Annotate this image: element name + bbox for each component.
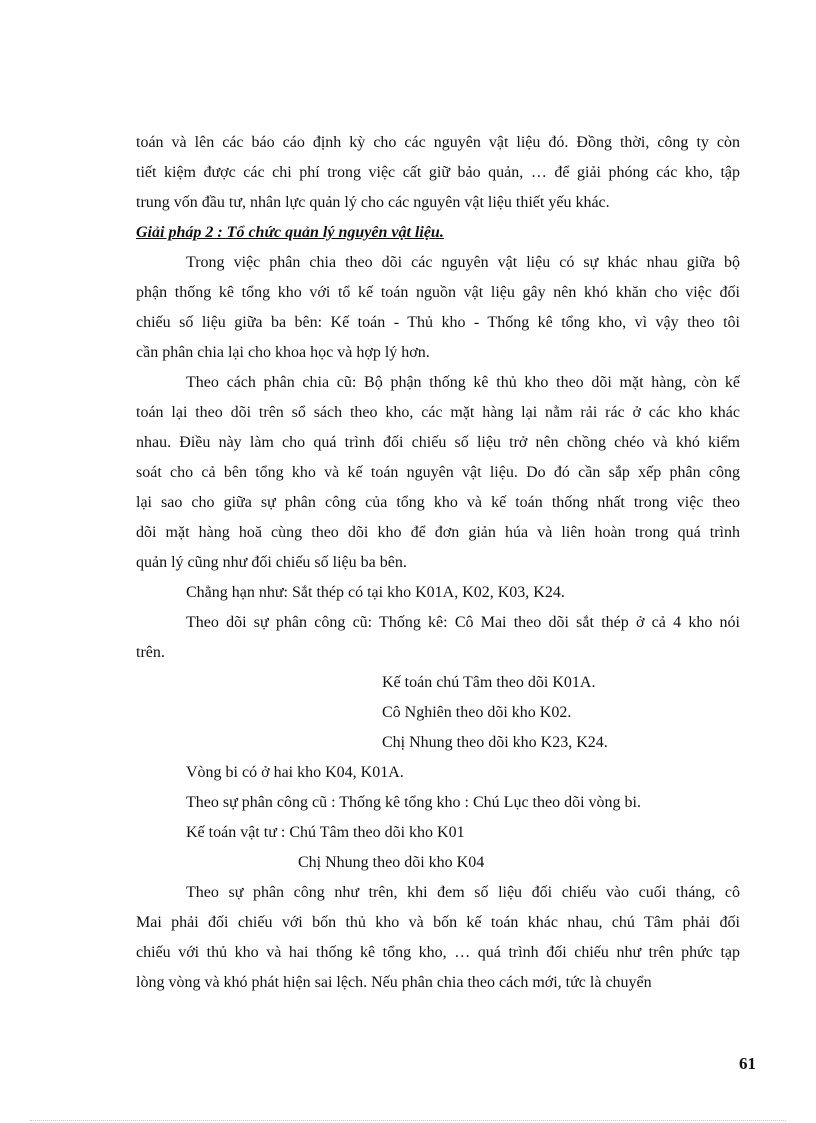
paragraph-line: soát cho cả bên tổng kho và kế toán nguyên vật liệu. Do đó cần sắp xếp phân công <box>136 464 740 481</box>
paragraph-line: toán lại theo dõi trên sổ sách theo kho, các mặt hàng lại nằm rải rác ở các kho khác <box>136 404 740 421</box>
paragraph-line: dõi mặt hàng hoă cùng theo dõi kho để đơn giản húa và liên hoàn trong quá trình <box>136 524 740 541</box>
page-bottom-rule <box>30 1120 786 1121</box>
paragraph-line: lại sao cho giữa sự phân công của tổng kho và kế toán thống nhất trong việc theo <box>136 494 740 511</box>
section-heading: Giải pháp 2 : Tổ chức quản lý nguyên vật liệu. <box>136 224 444 241</box>
paragraph-line: Chẳng hạn như: Sắt thép có tại kho K01A, K02, K03, K24. <box>186 584 565 601</box>
paragraph-line: Kế toán vật tư : Chú Tâm theo dõi kho K01 <box>186 824 465 841</box>
paragraph-line: Theo sự phân công cũ : Thống kê tổng kho : Chú Lục theo dõi vòng bi. <box>186 794 641 811</box>
page-number: 61 <box>739 1054 756 1073</box>
indented-line: Kế toán chú Tâm theo dõi K01A. <box>382 674 596 691</box>
indented-line: Chị Nhung theo dõi kho K04 <box>298 854 485 871</box>
paragraph-line: Theo dõi sự phân công cũ: Thống kê: Cô Mai theo dõi sắt thép ở cả 4 kho nói <box>186 614 740 631</box>
paragraph-line: chiếu số liệu giữa ba bên: Kế toán - Thủ kho - Thống kê tổng kho, vì vậy theo tôi <box>136 314 740 331</box>
paragraph-line: tiết kiệm được các chi phí trong việc cất giữ bảo quản, … để giải phóng các kho, tập <box>136 164 740 181</box>
indented-line: Cô Nghiên theo dõi kho K02. <box>382 704 572 721</box>
paragraph-line: trung vốn đầu tư, nhân lực quản lý cho các nguyên vật liệu thiết yếu khác. <box>136 194 610 211</box>
paragraph-line: lòng vòng và khó phát hiện sai lệch. Nếu phân chia theo cách mới, tức là chuyển <box>136 974 652 991</box>
paragraph-line: trên. <box>136 644 165 661</box>
paragraph-line: Theo cách phân chia cũ: Bộ phận thống kê thủ kho theo dõi mặt hàng, còn kế <box>186 374 740 391</box>
paragraph-line: chiếu với thủ kho và hai thống kê tổng kho, … quá trình đối chiếu như trên phức tạp <box>136 944 740 961</box>
paragraph-line: nhau. Điều này làm cho quá trình đối chiếu số liệu trở nên chồng chéo và khó kiểm <box>136 434 740 451</box>
indented-line: Chị Nhung theo dõi kho K23, K24. <box>382 734 608 751</box>
paragraph-line: Vòng bi có ở hai kho K04, K01A. <box>186 764 404 781</box>
paragraph-line: Trong việc phân chia theo dõi các nguyên vật liệu có sự khác nhau giữa bộ <box>186 254 740 271</box>
paragraph-line: cần phân chia lại cho khoa học và hợp lý hơn. <box>136 344 430 361</box>
paragraph-line: toán và lên các báo cáo định kỳ cho các nguyên vật liệu đó. Đồng thời, công ty còn <box>136 134 740 151</box>
paragraph-line: Theo sự phân công như trên, khi đem số liệu đối chiếu vào cuối tháng, cô <box>186 884 740 901</box>
paragraph-line: phận thống kê tổng kho với tổ kế toán nguồn vật liệu gây nên khó khăn cho việc đối <box>136 284 740 301</box>
paragraph-line: Mai phải đối chiếu với bốn thủ kho và bốn kế toán khác nhau, chú Tâm phải đối <box>136 914 740 931</box>
paragraph-line: quản lý cũng như đối chiếu số liệu ba bên. <box>136 554 407 571</box>
